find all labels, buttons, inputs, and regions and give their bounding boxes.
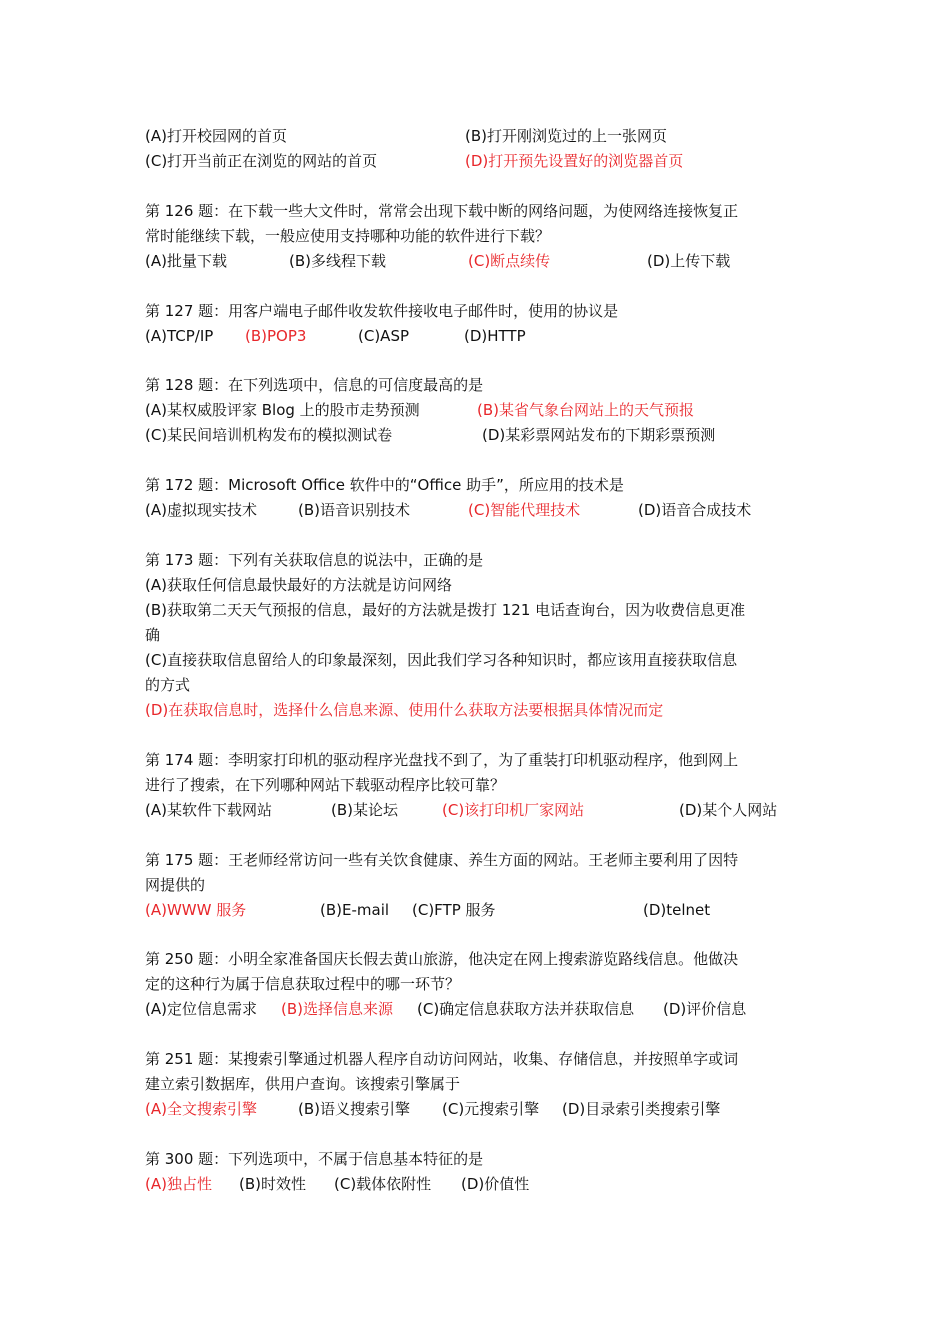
q125-option-c: (C)打开当前正在浏览的网站的首页 bbox=[145, 152, 378, 170]
q251-options bbox=[145, 1097, 810, 1122]
q126-stem-line2: 常时能继续下载，一般应使用支持哪种功能的软件进行下载？ bbox=[145, 226, 551, 245]
q172-option-a: (A)虚拟现实技术 bbox=[145, 501, 257, 520]
q250-stem-line2: 定的这种行为属于信息获取过程中的哪一环节？ bbox=[145, 975, 461, 994]
q125-option-a: (A)打开校园网的首页 bbox=[145, 127, 287, 145]
q173-option-b-line1: (B)获取第二天天气预报的信息，最好的方法就是拨打 121 电话查询台，因为收费信息更准 bbox=[145, 600, 746, 619]
q126-stem-line1: 第 126 题：在下载一些大文件时，常常会出现下载中断的网络问题，为使网络连接恢复正 bbox=[145, 201, 739, 220]
q127-option-d: (D)HTTP bbox=[464, 326, 526, 345]
q172-option-d: (D)语音合成技术 bbox=[638, 501, 752, 520]
q250-options bbox=[145, 997, 810, 1022]
q251-stem-line1: 第 251 题：某搜索引擎通过机器人程序自动访问网站，收集、存储信息，并按照单字或词 bbox=[145, 1050, 739, 1069]
q175-options bbox=[145, 898, 810, 923]
q126-option-a: (A)批量下载 bbox=[145, 251, 227, 270]
q175-stem-line2: 网提供的 bbox=[145, 875, 206, 894]
q175-stem-line1: 第 175 题：王老师经常访问一些有关饮食健康、养生方面的网站。王老师主要利用了因特 bbox=[145, 850, 739, 869]
q250-option-b-answer: (B)选择信息来源 bbox=[281, 1000, 393, 1019]
q127-stem: 第 127 题：用客户端电子邮件收发软件接收电子邮件时，使用的协议是 bbox=[145, 301, 619, 320]
q128-option-c: (C)某民间培训机构发布的模拟测试卷 bbox=[145, 426, 393, 445]
q126-option-b: (B)多线程下载 bbox=[289, 251, 386, 270]
q174-option-c-answer: (C)该打印机厂家网站 bbox=[442, 800, 585, 819]
q127-option-c: (C)ASP bbox=[358, 326, 410, 345]
q173-stem: 第 173 题：下列有关获取信息的说法中，正确的是 bbox=[145, 550, 484, 569]
q173-option-c-line1: (C)直接获取信息留给人的印象最深刻，因此我们学习各种知识时，都应该用直接获取信息 bbox=[145, 650, 738, 669]
q251-option-c: (C)元搜索引擎 bbox=[442, 1100, 540, 1119]
q175-option-d: (D)telnet bbox=[643, 900, 711, 919]
q174-option-d: (D)某个人网站 bbox=[679, 800, 778, 819]
q251-option-d: (D)目录索引类搜索引擎 bbox=[562, 1100, 721, 1119]
q173-option-b-line2: 确 bbox=[145, 625, 161, 644]
q174-stem-line1: 第 174 题：李明家打印机的驱动程序光盘找不到了，为了重装打印机驱动程序，他到网上 bbox=[145, 750, 739, 769]
q172-option-b: (B)语音识别技术 bbox=[298, 501, 410, 520]
q128-option-a: (A)某权威股评家 Blog 上的股市走势预测 bbox=[145, 401, 420, 420]
q128-options-row2 bbox=[145, 423, 810, 448]
q173-option-c-line2: 的方式 bbox=[145, 675, 191, 694]
q250-option-d: (D)评价信息 bbox=[663, 1000, 747, 1019]
q174-options bbox=[145, 798, 810, 823]
q300-option-b: (B)时效性 bbox=[239, 1174, 306, 1193]
q300-option-c: (C)载体依附性 bbox=[334, 1174, 432, 1193]
q128-options-row1 bbox=[145, 398, 810, 423]
q250-stem-line1: 第 250 题：小明全家准备国庆长假去黄山旅游，他决定在网上搜索游览路线信息。他做决 bbox=[145, 950, 739, 969]
q175-option-b: (B)E-mail bbox=[320, 900, 390, 919]
q128-stem: 第 128 题：在下列选项中，信息的可信度最高的是 bbox=[145, 376, 484, 395]
q128-option-d: (D)某彩票网站发布的下期彩票预测 bbox=[482, 426, 716, 445]
q128-option-b-answer: (B)某省气象台网站上的天气预报 bbox=[477, 401, 694, 420]
q126-options bbox=[145, 249, 810, 274]
q300-stem: 第 300 题：下列选项中，不属于信息基本特征的是 bbox=[145, 1149, 484, 1168]
exam-page bbox=[145, 124, 810, 1197]
q300-option-d: (D)价值性 bbox=[461, 1174, 530, 1193]
q126-option-c-answer: (C)断点续传 bbox=[468, 251, 551, 270]
q174-option-a: (A)某软件下载网站 bbox=[145, 800, 272, 819]
q174-stem-line2: 进行了搜索，在下列哪种网站下载驱动程序比较可靠？ bbox=[145, 775, 506, 794]
q127-option-a: (A)TCP/IP bbox=[145, 326, 214, 345]
q250-option-a: (A)定位信息需求 bbox=[145, 1000, 257, 1019]
q250-option-c: (C)确定信息获取方法并获取信息 bbox=[417, 1000, 635, 1019]
q300-options bbox=[145, 1172, 810, 1197]
q251-option-b: (B)语义搜索引擎 bbox=[298, 1100, 410, 1119]
q173-option-a: (A)获取任何信息最快最好的方法就是访问网络 bbox=[145, 575, 452, 594]
q172-options bbox=[145, 498, 810, 523]
q172-option-c-answer: (C)智能代理技术 bbox=[468, 501, 581, 520]
q174-option-b: (B)某论坛 bbox=[331, 800, 398, 819]
q125-option-b: (B)打开刚浏览过的上一张网页 bbox=[465, 127, 667, 145]
q125-options-row1 bbox=[145, 124, 810, 149]
q251-option-a-answer: (A)全文搜索引擎 bbox=[145, 1100, 257, 1119]
q127-option-b-answer: (B)POP3 bbox=[245, 326, 307, 345]
q125-option-d-answer: (D)打开预先设置好的浏览器首页 bbox=[465, 152, 684, 170]
q126-option-d: (D)上传下载 bbox=[647, 251, 731, 270]
q175-option-a-answer: (A)WWW 服务 bbox=[145, 900, 247, 919]
q300-option-a-answer: (A)独占性 bbox=[145, 1174, 212, 1193]
q173-option-d-answer: (D)在获取信息时，选择什么信息来源、使用什么获取方法要根据具体情况而定 bbox=[145, 700, 664, 719]
q175-option-c: (C)FTP 服务 bbox=[412, 900, 496, 919]
q251-stem-line2: 建立索引数据库，供用户查询。该搜索引擎属于 bbox=[145, 1075, 461, 1094]
q172-stem: 第 172 题：Microsoft Office 软件中的“Office 助手”，所应用的技术是 bbox=[145, 476, 624, 495]
q127-options bbox=[145, 324, 810, 349]
q125-options-row2 bbox=[145, 149, 810, 174]
